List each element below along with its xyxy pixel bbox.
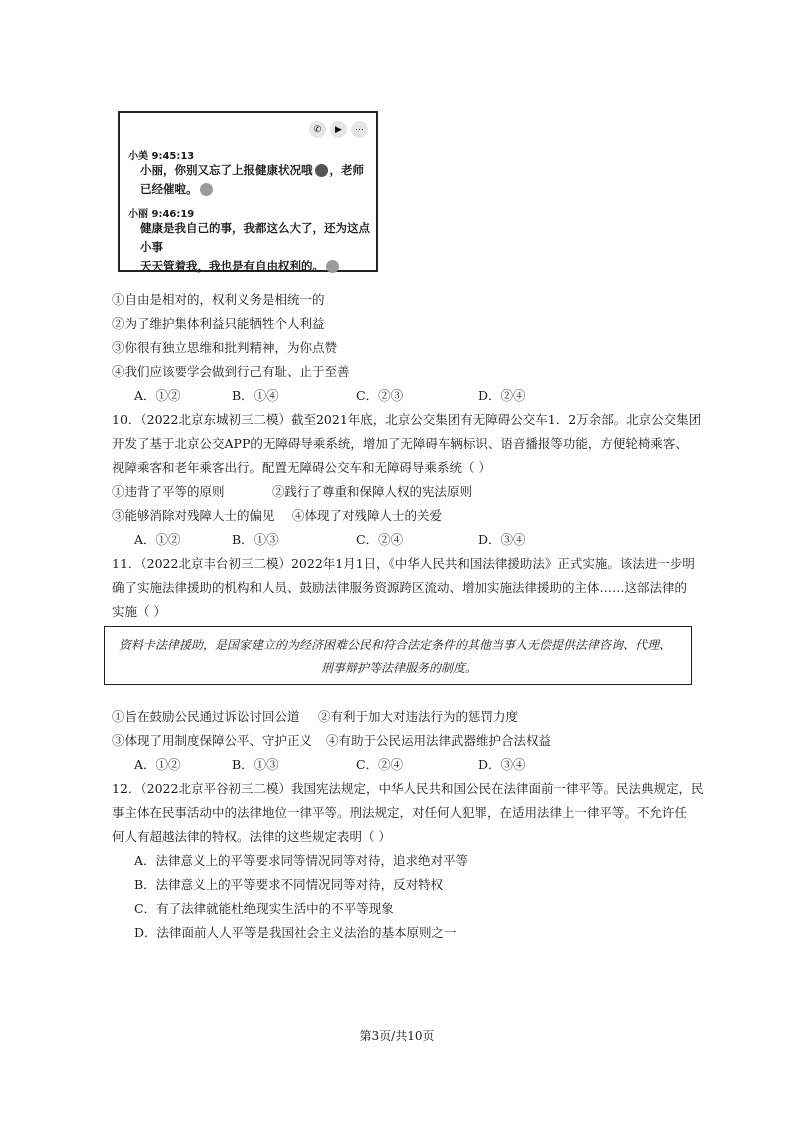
q11-option-b[interactable]: B．①③: [232, 757, 279, 772]
q10-statement-4: ④体现了对残障人士的关爱: [292, 508, 443, 523]
chat-sender-2: 小丽 9:46:19: [128, 209, 195, 220]
chat-message-1: 小丽，你别又忘了上报健康状况哦 ，老师 已经催啦。: [140, 163, 364, 196]
q9-option-a[interactable]: A．①②: [134, 388, 181, 403]
q12-stem-line-1: 12．（2022北京平谷初三二模）我国宪法规定，中华人民共和国公民在法律面前一律平等。民法典规定，民: [112, 781, 704, 796]
frown-emoji-icon: [200, 183, 213, 196]
chat-message-2: 健康是我自己的事，我都这么大了，还为这点小事 天天管着我，我也是有自由权利的。: [140, 221, 370, 273]
q11-stem-line-1: 11．（2022北京丰台初三二模）2022年1月1日，《中华人民共和国法律援助法》正式实施。该法进一步明: [112, 556, 695, 571]
q12-stem-line-2: 事主体在民事活动中的法律地位一律平等。刑法规定，对任何人犯罪，在适用法律上一律平等。不允许任: [112, 805, 688, 820]
q10-option-a[interactable]: A．①②: [134, 532, 181, 547]
q10-statement-1: ①违背了平等的原则: [112, 484, 225, 499]
q10-option-b[interactable]: B．①③: [232, 532, 279, 547]
more-icon: ⋯: [351, 121, 368, 138]
info-card-line-2: 刑事辩护等法律服务的制度。: [320, 661, 477, 675]
q10-option-c[interactable]: C．②④: [356, 532, 404, 547]
q10-stem-line-1: 10．（2022北京东城初三二模）截至2021年底，北京公交集团有无障碍公交车1．2万余部。北京公交集团: [112, 412, 702, 427]
phone-icon: ✆: [309, 121, 326, 138]
q12-option-c[interactable]: C．有了法律就能杜绝现实生活中的不平等现象: [134, 901, 394, 916]
chat-screenshot: [118, 111, 378, 272]
q10-statement-3: ③能够消除对残障人士的偏见: [112, 508, 275, 523]
chat-sender-1: 小美 9:45:13: [128, 151, 195, 162]
q9-statement-2: ②为了维护集体利益只能牺牲个人利益: [112, 316, 325, 331]
q10-stem-line-2: 开发了基于北京公交APP的无障碍导乘系统，增加了无障碍车辆标识、语音播报等功能，方便轮椅乘客、: [112, 436, 688, 451]
q11-stem-line-2: 确了实施法律援助的机构和人员、鼓励法律服务资源跨区流动、增加实施法律援助的主体……这部法律的: [112, 580, 688, 595]
q9-statement-4: ④我们应该要学会做到行己有耻、止于至善: [112, 364, 350, 379]
q12-option-b[interactable]: B．法律意义上的平等要求不同情况同等对待，反对特权: [134, 877, 444, 892]
page-number: 第3页/共10页: [359, 1029, 435, 1043]
q9-statement-3: ③你很有独立思维和批判精神，为你点赞: [112, 340, 338, 355]
q10-statement-2: ②践行了尊重和保障人权的宪法原则: [272, 484, 473, 499]
q11-statement-4: ④有助于公民运用法律武器维护合法权益: [326, 733, 552, 748]
q11-statement-3: ③体现了用制度保障公平、守护正义: [112, 733, 313, 748]
chat-toolbar: [309, 121, 368, 138]
q11-option-d[interactable]: D．③④: [478, 757, 526, 772]
q9-statement-1: ①自由是相对的，权利义务是相统一的: [112, 292, 325, 307]
annoyed-emoji-icon: [326, 260, 339, 273]
info-card: [104, 626, 692, 685]
q12-stem-line-3: 何人有超越法律的特权。法律的这些规定表明（ ）: [112, 829, 391, 844]
q12-option-a[interactable]: A．法律意义上的平等要求同等情况同等对待，追求绝对平等: [134, 853, 469, 868]
info-card-line-1: 资料卡法律援助，是国家建立的为经济困难公民和符合法定条件的其他当事人无偿提供法律咨询、代理、: [119, 638, 672, 652]
q11-statement-2: ②有利于加大对违法行为的惩罚力度: [318, 709, 519, 724]
q11-statement-1: ①旨在鼓励公民通过诉讼讨回公道: [112, 709, 300, 724]
q10-option-d[interactable]: D．③④: [478, 532, 526, 547]
q10-stem-line-3: 视障乘客和老年乘客出行。配置无障碍公交车和无障碍导乘系统（ ）: [112, 460, 491, 475]
q11-option-a[interactable]: A．①②: [134, 757, 181, 772]
sunglasses-emoji-icon: [315, 164, 328, 177]
video-icon: ▶: [330, 121, 347, 138]
q9-option-c[interactable]: C．②③: [356, 388, 404, 403]
q11-option-c[interactable]: C．②④: [356, 757, 404, 772]
q12-option-d[interactable]: D．法律面前人人平等是我国社会主义法治的基本原则之一: [134, 925, 457, 940]
q9-option-b[interactable]: B．①④: [232, 388, 279, 403]
q9-option-d[interactable]: D．②④: [478, 388, 526, 403]
q11-stem-line-3: 实施（ ）: [112, 604, 166, 619]
